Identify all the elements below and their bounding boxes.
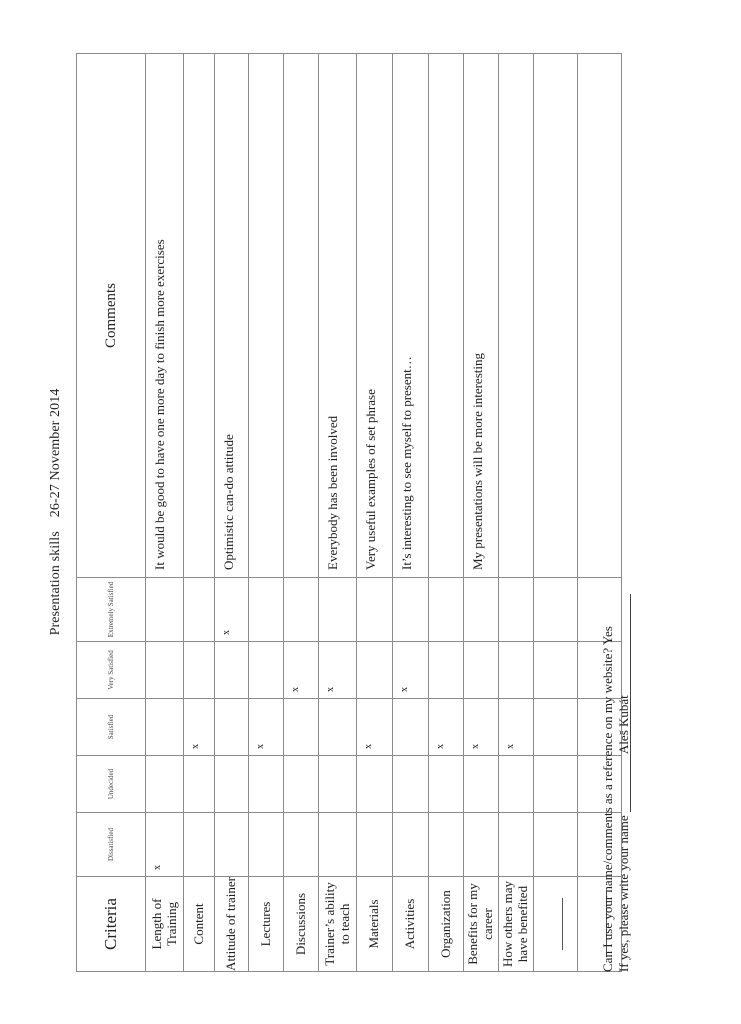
header-extremely-satisfied: Extremely Satisfied [77,578,146,642]
rating-cell [499,813,534,877]
reference-answer: Yes [600,626,615,646]
rating-cell [146,699,184,756]
rating-cell [429,813,464,877]
rating-cell [429,578,464,642]
rating-cell [393,756,429,813]
table-row [357,54,393,972]
comment-cell: It’s interesting to see myself to present… [393,54,429,578]
rating-cell [534,813,578,877]
rating-cell [215,756,249,813]
table-row [319,54,357,972]
rating-cell: x [357,699,393,756]
comment-cell [249,54,284,578]
blank-criteria-line [548,898,563,950]
criteria-cell: Benefits for my career [464,877,499,972]
rating-cell [429,642,464,699]
criteria-cell: Activities [393,877,429,972]
rating-cell [284,578,319,642]
criteria-cell: Materials [357,877,393,972]
table-header-row [77,54,146,972]
criteria-cell: Organization [429,877,464,972]
criteria-cell: Content [184,877,215,972]
rating-cell: x [146,813,184,877]
rating-cell [184,578,215,642]
rating-cell [319,578,357,642]
rating-cell: x [429,699,464,756]
rating-cell [319,756,357,813]
table-row [249,54,284,972]
table-row [464,54,499,972]
rating-cell [284,699,319,756]
rating-cell [499,642,534,699]
header-criteria: Criteria [77,877,146,972]
comment-cell: My presentations will be more interesting [464,54,499,578]
rating-cell [393,813,429,877]
rating-cell [429,756,464,813]
rating-cell [184,642,215,699]
rating-cell [464,578,499,642]
rating-cell [534,699,578,756]
rating-cell [357,756,393,813]
table-row [146,54,184,972]
rating-cell: x [499,699,534,756]
rating-cell: x [215,578,249,642]
rating-cell: x [319,642,357,699]
rating-cell [393,578,429,642]
header-dissatisfied: Dissatisfied [77,813,146,877]
feedback-table [76,53,622,972]
rating-cell [146,756,184,813]
rating-cell [534,756,578,813]
header-very-satisfied: Very Satisfied [77,642,146,699]
header-undecided: Undecided [77,756,146,813]
rating-cell [319,813,357,877]
comment-cell [429,54,464,578]
course-name: Presentation skills [48,531,63,636]
comment-cell [284,54,319,578]
reference-question: Can I use your name/comments as a reference on my website? [600,647,615,972]
rating-cell [499,578,534,642]
rating-cell [357,642,393,699]
rating-cell: x [249,699,284,756]
criteria-cell: Trainer’s ability to teach [319,877,357,972]
table-row [184,54,215,972]
rating-cell [215,813,249,877]
rating-cell [357,578,393,642]
comment-cell [184,54,215,578]
rating-cell [146,578,184,642]
table-row [393,54,429,972]
comment-cell: Very useful examples of set phrase [357,54,393,578]
rating-cell [146,642,184,699]
header-comments: Comments [77,54,146,578]
criteria-cell: How others may have benefited [499,877,534,972]
comment-cell: Everybody has been involved [319,54,357,578]
rating-cell [464,642,499,699]
comment-cell: It would be good to have one more day to finish more exercises [146,54,184,578]
comment-cell [534,54,578,578]
table-row [284,54,319,972]
form-title [48,0,64,1024]
rating-cell [184,813,215,877]
rating-cell [393,699,429,756]
rating-cell [284,813,319,877]
rating-cell [215,699,249,756]
rating-cell [249,756,284,813]
name-line [616,594,632,972]
form-footer [600,594,632,972]
criteria-cell: Lectures [249,877,284,972]
rating-cell [215,642,249,699]
rating-cell [319,699,357,756]
criteria-cell-blank [534,877,578,972]
rating-cell [534,578,578,642]
course-dates: 26-27 November 2014 [48,388,63,518]
rating-cell [184,756,215,813]
comment-cell [578,54,622,578]
rating-cell [284,756,319,813]
rating-cell [534,642,578,699]
header-satisfied: Satisfied [77,699,146,756]
rating-cell: x [464,699,499,756]
rating-cell [499,756,534,813]
rating-cell: x [284,642,319,699]
comment-cell: Optimistic can-do attitude [215,54,249,578]
table-row [499,54,534,972]
criteria-cell: Discussions [284,877,319,972]
name-prompt: If yes, please write your name [616,815,631,972]
table-row [215,54,249,972]
table-row [534,54,578,972]
criteria-cell: Attitude of trainer [215,877,249,972]
rating-cell [357,813,393,877]
rating-cell: x [184,699,215,756]
comment-cell [499,54,534,578]
reference-question-line [600,594,616,972]
name-field: Aleš Kubát [617,594,631,812]
rating-cell [249,813,284,877]
table-row [429,54,464,972]
rating-cell [249,578,284,642]
rating-cell [464,756,499,813]
criteria-cell: Length of Training [146,877,184,972]
rating-cell: x [393,642,429,699]
rating-cell [464,813,499,877]
rating-cell [249,642,284,699]
